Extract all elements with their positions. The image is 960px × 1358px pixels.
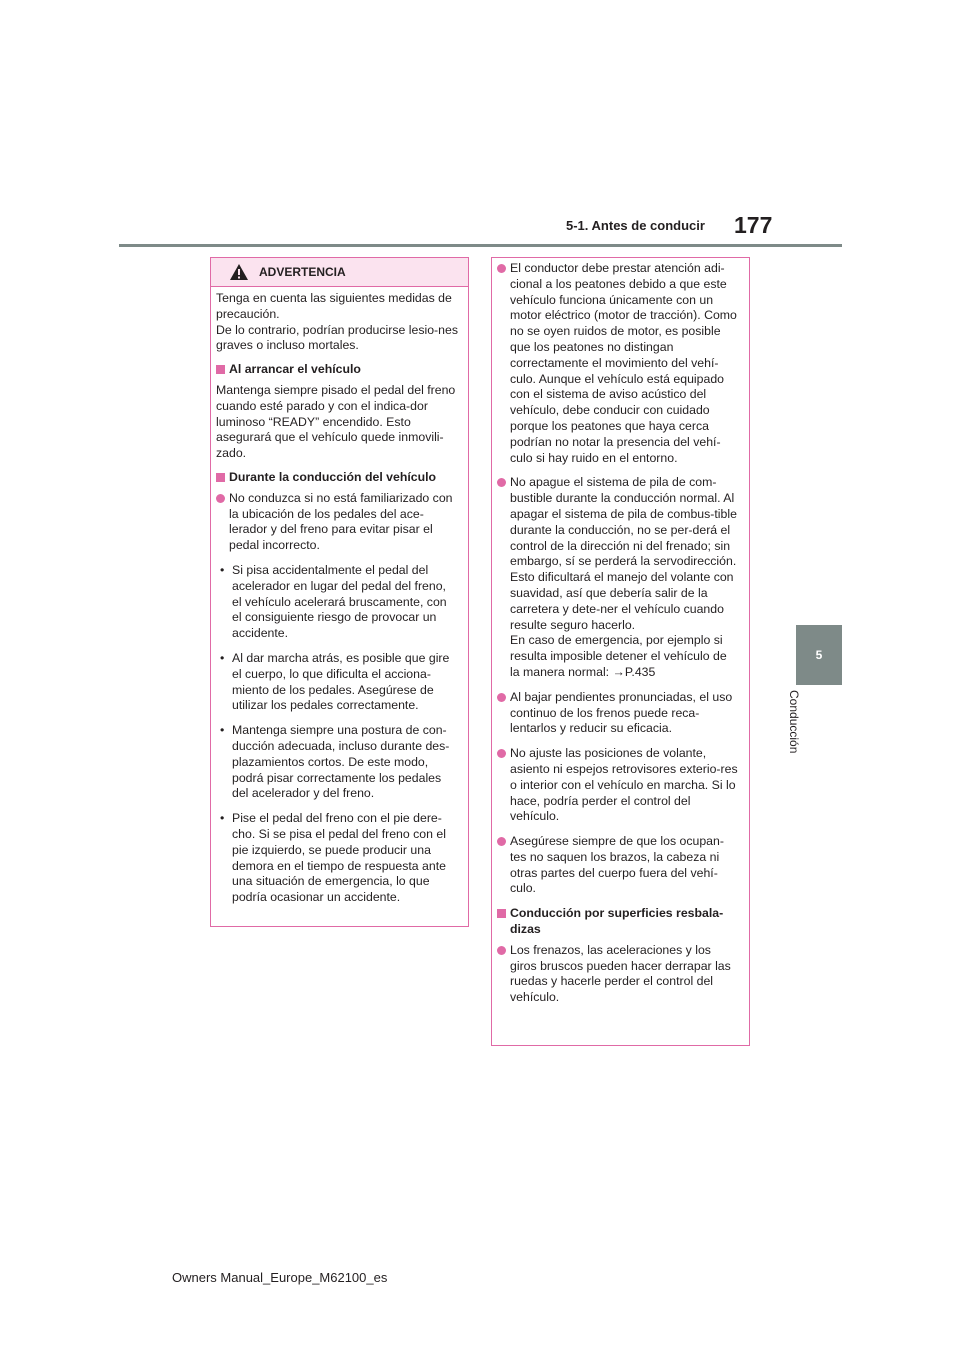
sub-item: • Mantenga siempre una postura de con-ducción adecuada, incluso durante des-plazamientos cortos. De este modo, podrá pisar correctamente los pedales del acelerador y del freno. [216, 723, 458, 802]
section-text-start: Mantenga siempre pisado el pedal del freno cuando esté parado y con el indica-dor luminoso “READY” encendido. Esto asegurará que el vehículo quede inmovili-zado. [216, 382, 456, 461]
warning-intro: Tenga en cuenta las siguientes medidas de precaución. De lo contrario, podrían producirse lesio-nes graves o incluso mortales. [216, 291, 458, 353]
header-rule [119, 244, 842, 247]
bullet-item: El conductor debe prestar atención adi-cional a los peatones debido a que este vehículo funciona únicamente con un motor eléctrico (motor de tracción). Como no se oyen ruidos de motor, es posible que los peatones no distingan correctamente el movimiento del vehí-culo. Aunque el vehículo está equipado con el sistema de aviso acústico del vehículo, debe conducir con cuidado porque los peatones que haya cerca podrían no notar la presencia del vehí-culo si hay ruido en el entorno. [497, 261, 739, 466]
warning-box [210, 257, 469, 927]
page-number: 177 [734, 212, 773, 238]
bullet-item: No conduzca si no está familiarizado con la ubicación de los pedales del ace-lerador y del freno para evitar pisar el pedal incorrecto. [216, 491, 458, 554]
section-title: 5-1. Antes de conducir [566, 218, 705, 233]
bullet-item: No ajuste las posiciones de volante, asiento ni espejos retrovisores exterio-res o interior con el vehículo en marcha. Si lo hace, podría perder el control del vehículo. [497, 746, 739, 825]
sub-item: • Al dar marcha atrás, es posible que gire el cuerpo, lo que dificulta el acciona-miento de los pedales. Asegúrese de utilizar los pedales correctamente. [216, 651, 458, 714]
chapter-tab[interactable]: 5 [796, 625, 842, 685]
section-heading-slippery: Conducción por superficies resbala-dizas [497, 906, 739, 938]
bullet-item: Los frenazos, las aceleraciones y los giros bruscos pueden hacer derrapar las ruedas y hacerle perder el control del vehículo. [497, 943, 739, 1006]
warning-box-continued [491, 257, 750, 1046]
section-heading-start: Al arrancar el vehículo [216, 362, 458, 378]
section-heading-driving: Durante la conducción del vehículo [216, 470, 458, 486]
warning-title: ADVERTENCIA [259, 265, 346, 279]
warning-header [211, 258, 468, 287]
bullet-item: Asegúrese siempre de que los ocupan-tes no saquen los brazos, la cabeza ni otras partes del cuerpo fuera del vehí-culo. [497, 834, 739, 897]
footer-text: Owners Manual_Europe_M62100_es [172, 1270, 388, 1285]
bullet-item: No apague el sistema de pila de com-bustible durante la conducción normal. Al apagar el sistema de pila de combus-tible durante la conducción, no se per-derá el control de la dirección ni del frenado; sin embargo, sí se perderá la servodirección. Esto dificultará el manejo del volante con suavidad, así que debería salir de la carretera y dete-ner el vehículo cuando resulte seguro hacerlo. En caso de emergencia, por ejemplo si resulta imposible detener el vehículo de la manera normal: →P.435 [497, 475, 739, 680]
warning-triangle-icon [229, 263, 249, 281]
bullet-item: Al bajar pendientes pronunciadas, el uso continuo de los frenos puede reca-lentarlos y reducir su eficacia. [497, 690, 739, 737]
sub-item: • Si pisa accidentalmente el pedal del acelerador en lugar del pedal del freno, el vehículo acelerará bruscamente, con el consiguiente riesgo de provocar un accidente. [216, 563, 458, 642]
sub-item: • Pise el pedal del freno con el pie dere-cho. Si se pisa el pedal del freno con el pie izquierdo, se puede producir una demora en el tiempo de respuesta ante una situación de emergencia, lo que podría ocasionar un accidente. [216, 811, 458, 906]
chapter-label: Conducción [787, 690, 801, 754]
